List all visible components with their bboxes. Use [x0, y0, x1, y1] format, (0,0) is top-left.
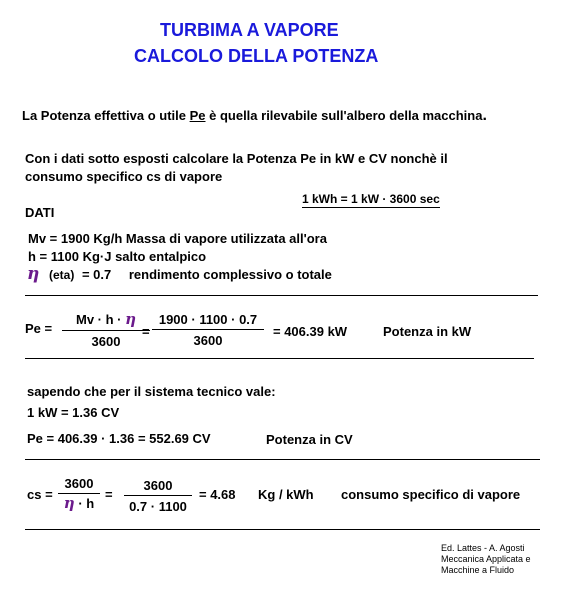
pe-kw-denominator-symbolic: 3600: [91, 334, 121, 349]
cs-lhs: cs =: [27, 487, 53, 502]
pe-kw-fraction-numeric: [152, 312, 264, 348]
separator-2: [25, 358, 534, 359]
separator-3: [25, 459, 540, 460]
pe-kw-equals: =: [142, 324, 150, 339]
cs-fraction-numeric: [124, 478, 192, 514]
task-line-2: consumo specifico cs di vapore: [25, 169, 223, 184]
cs-denominator-text: · h: [78, 496, 95, 511]
cs-numerator-symbolic: 3600: [64, 476, 94, 491]
dati-h: h = 1100 Kg·J salto entalpico: [28, 249, 207, 264]
cs-fraction-symbolic: [58, 476, 100, 512]
dati-heading: DATI: [25, 205, 55, 220]
credits-line-2: Meccanica Applicata e: [441, 554, 531, 564]
intro-after: è quella rilevabile sull'albero della macchina: [205, 108, 483, 123]
pe-kw-lhs: Pe =: [25, 321, 53, 336]
cs-unit: Kg / kWh: [258, 487, 314, 502]
cs-label: consumo specifico di vapore: [341, 487, 521, 502]
pe-kw-result: = 406.39 kW: [273, 324, 348, 339]
task-line-1: Con i dati sotto esposti calcolare la Potenza Pe in kW e CV nonchè il: [25, 151, 448, 166]
pe-kw-numerator-text: Mv · h ·: [75, 312, 122, 327]
cs-denominator-numeric: 0.7 · 1100: [129, 499, 187, 514]
intro-sentence: [22, 107, 487, 125]
credits-line-3: Macchine a Fluido: [441, 565, 515, 575]
separator-4: [25, 529, 540, 530]
intro-pe-symbol: Pe: [189, 108, 206, 123]
eta-value: = 0.7: [81, 267, 112, 282]
eta-symbol: η: [125, 310, 137, 328]
eta-label: (eta): [49, 268, 75, 282]
cs-numerator-numeric: 3600: [143, 478, 173, 493]
cs-equals: =: [105, 487, 113, 502]
eta-symbol: η: [27, 264, 40, 284]
cv-intro: sapendo che per il sistema tecnico vale:: [27, 384, 276, 399]
separator-1: [25, 295, 538, 296]
kwh-conversion: 1 kWh = 1 kW · 3600 sec: [302, 192, 440, 206]
title-line-2: CALCOLO DELLA POTENZA: [134, 46, 379, 66]
dati-mv: Mv = 1900 Kg/h Massa di vapore utilizzata all'ora: [28, 231, 327, 246]
credits-line-1: Ed. Lattes - A. Agosti: [441, 543, 525, 553]
dati-eta-row: [27, 264, 332, 284]
credits: [441, 543, 531, 576]
pe-kw-numerator-symbolic: [62, 310, 150, 330]
pe-cv-calculation: Pe = 406.39 · 1.36 = 552.69 CV: [27, 431, 211, 446]
eta-description: rendimento complessivo o totale: [128, 267, 332, 282]
cv-equivalence: 1 kW = 1.36 CV: [27, 405, 120, 420]
cs-denominator-symbolic: [58, 494, 100, 512]
title-line-1: TURBIMA A VAPORE: [160, 20, 339, 40]
intro-before: La Potenza effettiva o utile: [22, 108, 190, 123]
pe-kw-numerator-numeric: 1900 · 1100 · 0.7: [158, 312, 258, 327]
pe-kw-label: Potenza in kW: [383, 324, 472, 339]
cs-result: = 4.68: [199, 487, 236, 502]
pe-cv-label: Potenza in CV: [266, 432, 353, 447]
pe-kw-denominator-numeric: 3600: [193, 333, 223, 348]
pe-kw-fraction-symbolic: [62, 310, 150, 349]
intro-end: .: [482, 107, 487, 124]
eta-symbol: η: [63, 494, 75, 512]
